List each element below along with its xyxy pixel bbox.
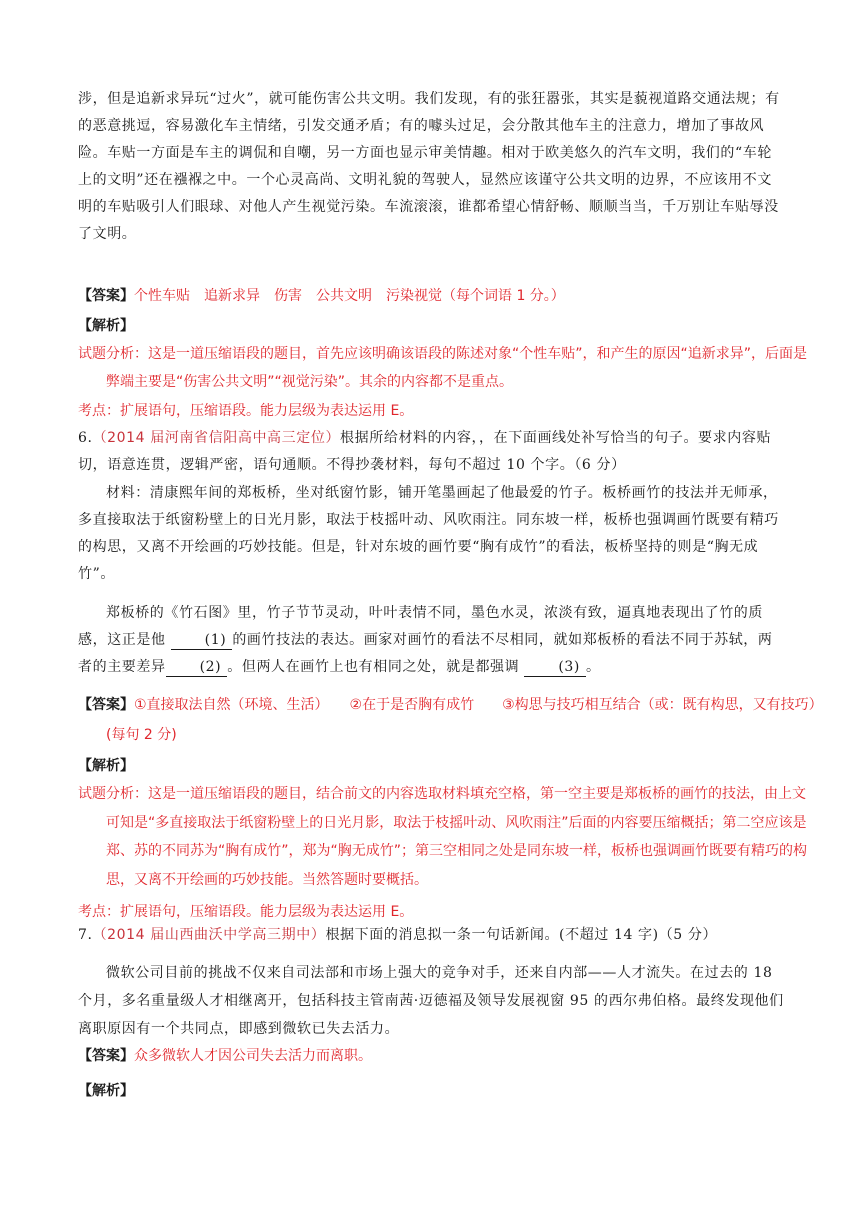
blank-3: (3) bbox=[524, 658, 586, 677]
q6-number: 6. bbox=[78, 430, 93, 446]
answer-text: 个性车贴 追新求异 伤害 公共文明 污染视觉（每个词语 1 分。） bbox=[134, 288, 565, 304]
q6-instruction: 根据所给材料的内容，，在下面画线处补写恰当的句子。要求内容贴切，语意连贯，逻辑严密，语句通顺。不得抄袭材料，每句不超过 10 个字。（6 分） bbox=[78, 430, 772, 473]
q5-analysis-text: 试题分析：这是一道压缩语段的题目，首先应该明确该语段的陈述对象“个性车贴”，和产生的原因“追新求异”，后面是弊端主要是“伤害公共文明”“视觉污染”。其余的内容都不是重点。 bbox=[78, 346, 808, 390]
q5-point: 考点：扩展语句，压缩语段。能力层级为表达运用 E。 bbox=[78, 403, 414, 419]
q6-source: （2014 届河南省信阳高中高三定位） bbox=[92, 430, 341, 446]
q6-point: 考点：扩展语句，压缩语段。能力层级为表达运用 E。 bbox=[78, 904, 414, 920]
fill-text-d: 。 bbox=[585, 659, 601, 675]
q6-fill-paragraph bbox=[78, 600, 784, 681]
answer-label: 【答案】 bbox=[78, 288, 134, 304]
q7-answer bbox=[78, 1041, 784, 1071]
q6-answer bbox=[78, 690, 816, 750]
q6-analysis-text: 试题分析：这是一道压缩语段的题目，结合前文的内容选取材料填充空格，第一空主要是郑板桥的画竹的技法，由上文可知是“多直接取法于纸窗粉壁上的日光月影，取法于枝摇叶动、风吹雨注”后面的内容要压缩概括；第二空应该是郑、苏的不同苏为“胸有成竹”，郑为“胸无成竹”；第三空相同之处是同东坡一样，板桥也强调画竹既要有精巧的构思，又离不开绘画的巧妙技能。当然答题时要概括。 bbox=[78, 786, 808, 888]
passage-paragraph: 涉，但是追新求异玩“过火”，就可能伤害公共文明。我们发现，有的张狂嚣张，其实是藐视道路交通法规；有的恶意挑逗，容易激化车主情绪，引发交通矛盾；有的噱头过足，会分散其他车主的注意力，增加了事故风险。车贴一方面是车主的调侃和自嘲，另一方面也显示审美情趣。相对于欧美悠久的汽车文明，我们的“车轮上的文明”还在襁褓之中。一个心灵高尚、文明礼貌的驾驶人，显然应该谨守公共文明的边界，不应该用不文明的车贴吸引人们眼球、对他人产生视觉污染。车流滚滚，谁都希望心情舒畅、顺顺当当，千万别让车贴辱没了文明。 bbox=[78, 91, 780, 242]
answer-label: 【答案】 bbox=[78, 697, 134, 713]
answer-text: 众多微软人才因公司失去活力而离职。 bbox=[134, 1048, 372, 1064]
blank-2: (2) bbox=[166, 658, 228, 677]
q6-analysis-label: 【解析】 bbox=[78, 758, 134, 774]
q7-instruction: 根据下面的消息拟一条一句话新闻。(不超过 14 字)（5 分） bbox=[325, 927, 718, 943]
answer-text: ①直接取法自然（环境、生活） ②在于是否胸有成竹 ③构思与技巧相互结合（或：既有构思，又有技巧）(每句 2 分) bbox=[106, 697, 816, 743]
fill-text-c: 。但两人在画竹上也有相同之处，就是都强调 bbox=[227, 659, 520, 675]
blank-1: (1) bbox=[171, 631, 233, 650]
q7-analysis-label: 【解析】 bbox=[78, 1083, 134, 1099]
fill-text-a: 郑板桥的《竹石图》里，竹子节节灵动，叶叶表情不同，墨色水灵，浓淡有致，逼真地表现出了竹的质感，这正是他 bbox=[78, 605, 763, 648]
answer-label: 【答案】 bbox=[78, 1048, 134, 1064]
q7-prompt bbox=[78, 922, 784, 949]
fill-text-b: 的画竹技法的表达。画家对画竹的看法不尽相同，就如郑板桥的看法不同于苏轼，两者的主要差异 bbox=[78, 632, 773, 675]
q7-source: （2014 届山西曲沃中学高三期中） bbox=[92, 927, 326, 943]
q7-material: 微软公司目前的挑战不仅来自司法部和市场上强大的竞争对手，还来自内部——人才流失。在过去的 18 个月，多名重量级人才相继离开，包括科技主管南茜·迈德福及领导发展视窗 95 的西尔弗伯格。最终发现他们离职原因有一个共同点，即感到微软已失去活力。 bbox=[78, 965, 784, 1037]
q6-material: 材料：清康熙年间的郑板桥，坐对纸窗竹影，铺开笔墨画起了他最爱的竹子。板桥画竹的技法并无师承，多直接取法于纸窗粉壁上的日光月影，取法于枝摇叶动、风吹雨注。同东坡一样，板桥也强调画竹既要有精巧的构思，又离不开绘画的巧妙技能。但是，针对东坡的画竹要“胸有成竹”的看法，板桥坚持的则是“胸无成竹”。 bbox=[78, 485, 779, 582]
q5-answer bbox=[78, 281, 784, 311]
q6-prompt bbox=[78, 425, 784, 479]
q7-number: 7. bbox=[78, 927, 93, 943]
q5-analysis-label: 【解析】 bbox=[78, 318, 134, 334]
